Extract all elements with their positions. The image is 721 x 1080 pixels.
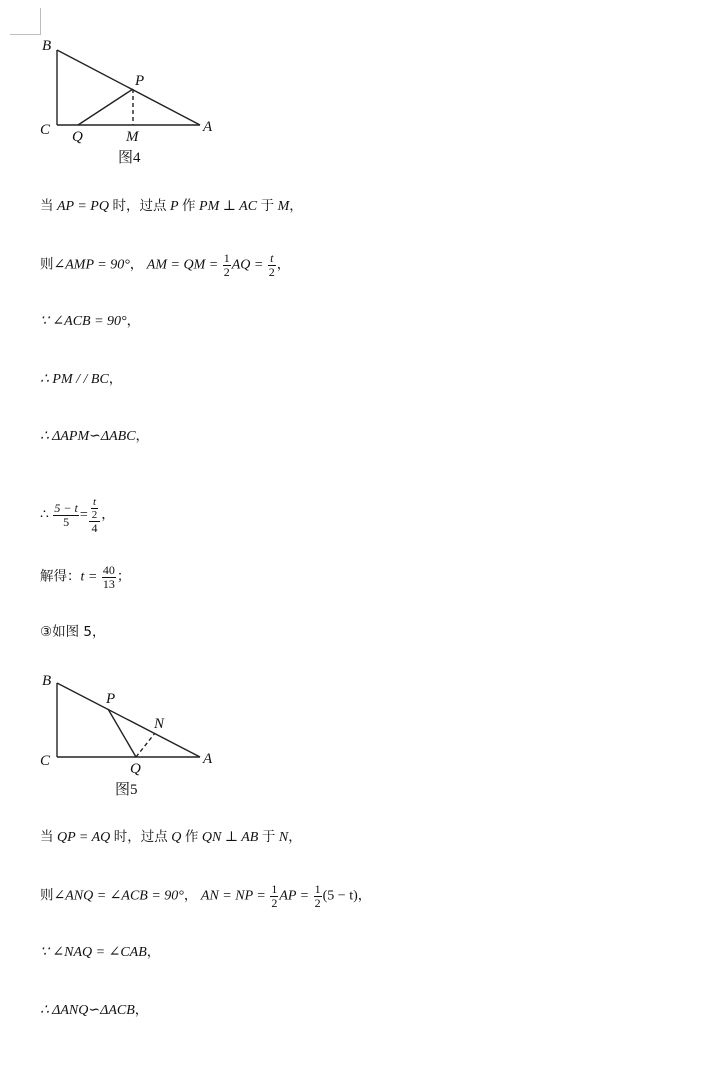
fraction: $\frac{1}{2}$ — [223, 251, 230, 279]
text-line: ∵ ∠ACB = 90°， — [40, 313, 141, 329]
text-line: ∴ PM / / BC， — [40, 371, 123, 387]
label-m: M — [126, 129, 139, 145]
label-a: A — [203, 751, 213, 767]
fraction: $\frac{t}{2}$ — [268, 251, 275, 279]
label-b: B — [42, 673, 52, 689]
text-line: 则∠ANQ = ∠ACB = 90°， AN = NP = $\frac{1}{2}$ AP = $\frac{1}{2}$ (5 − t)， — [40, 882, 372, 910]
segment-qn-dashed — [136, 733, 155, 757]
text-line: ∴ $\frac{5 - t}{5}$ = $\frac{\frac{t}{2}}{4}$ ， — [40, 496, 115, 535]
text-line: 当 QP = AQ 时，过点 Q 作 QN ⊥ AB 于 N， — [40, 829, 302, 845]
fraction: $\frac{1}{2}$ — [314, 882, 321, 910]
text-line: ∴ ΔAPM∽ΔABC， — [40, 428, 150, 444]
text-line: ∴ ΔANQ∽ΔACB， — [40, 1002, 149, 1018]
segment-ba — [57, 50, 200, 125]
figure-caption: 图4 — [118, 150, 141, 166]
segment-qp — [78, 89, 133, 125]
label-p: P — [135, 73, 145, 89]
label-b: B — [42, 38, 52, 54]
figure-4 — [30, 30, 230, 170]
label-q: Q — [130, 761, 141, 777]
text-line: 解得：t = $\frac{40}{13}$ ； — [40, 563, 131, 591]
label-n: N — [154, 716, 165, 732]
segment-ba — [57, 683, 200, 757]
text-line: ③如图 5， — [40, 624, 106, 640]
nested-fraction: $\frac{\frac{t}{2}}{4}$ — [89, 496, 101, 535]
label-a: A — [203, 119, 213, 135]
fraction: $\frac{1}{2}$ — [271, 882, 278, 910]
text-line: 当 AP = PQ 时，过点 P 作 PM ⊥ AC 于 M， — [40, 198, 303, 214]
label-c: C — [40, 753, 51, 769]
label-c: C — [40, 122, 51, 138]
fraction: $\frac{5 - t}{5}$ — [54, 501, 78, 529]
figure-5 — [30, 665, 230, 805]
label-p: P — [106, 691, 116, 707]
fraction: $\frac{t}{2}$ — [91, 496, 98, 521]
text-line: ∵ ∠NAQ = ∠CAB， — [40, 944, 161, 960]
fraction: $\frac{40}{13}$ — [102, 563, 115, 591]
figure-caption: 图5 — [115, 782, 138, 798]
label-q: Q — [72, 129, 83, 145]
text-line: 则∠AMP = 90°， AM = QM = $\frac{1}{2}$ AQ = $\frac{t}{2}$ ， — [40, 251, 291, 279]
